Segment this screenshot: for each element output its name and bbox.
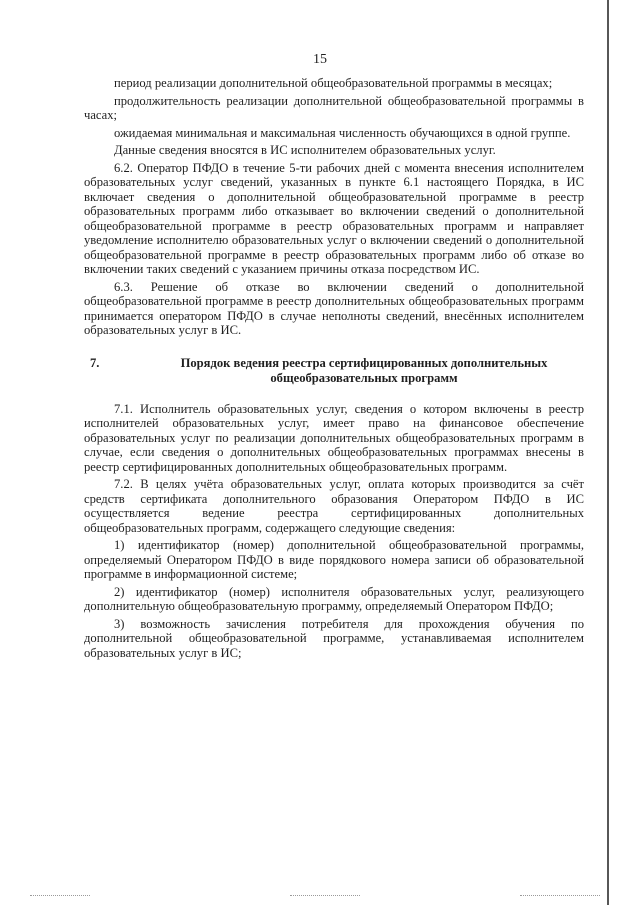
paragraph-7-1: 7.1. Исполнитель образовательных услуг, сведения о котором включены в реестр исполнителей образовательных услуг, имеет право на финансовое обеспечение образовательных услуг по реализации дополнительных общеобразовательных программ в случае, если сведения о дополнительных общеобразовательных программах внесены в реестр сертифицированных дополнительных общеобразовательных программ. bbox=[84, 401, 584, 474]
page-number: 15 bbox=[313, 52, 327, 67]
paragraph-duration-hours: продолжительность реализации дополнительной общеобразовательной программы в часах; bbox=[84, 93, 584, 122]
list-item-3: 3) возможность зачисления потребителя для прохождения обучения по дополнительной общеобразовательной программе, устанавливаемая исполнителем образовательных услуг в ИС; bbox=[84, 616, 584, 660]
paragraph-group-size: ожидаемая минимальная и максимальная численность обучающихся в одной группе. bbox=[114, 125, 571, 140]
scan-mark-left bbox=[30, 895, 90, 897]
scan-mark-center bbox=[290, 895, 360, 897]
paragraph-6-3: 6.3. Решение об отказе во включении сведений о дополнительной общеобразовательной программе в реестр дополнительных общеобразовательных программ принимается оператором ПФДО в случае неполноты сведений, внесённых исполнителем образовательных услуг в ИС. bbox=[84, 279, 584, 337]
scan-bottom-marks bbox=[0, 892, 640, 902]
list-item-1: 1) идентификатор (номер) дополнительной общеобразовательной программы, определяемый Оператором ПФДО в виде порядкового номера записи об образовательной программе в информационной системе; bbox=[84, 538, 584, 581]
page-edge-line bbox=[607, 0, 609, 905]
section-7-heading bbox=[84, 356, 584, 386]
paragraph-7-2: 7.2. В целях учёта образовательных услуг, оплата которых производится за счёт средств сертификата дополнительного образования Оператором ПФДО в ИС осуществляется ведение реестра сертифицированных дополнительных общеобразовательных программ, содержащего следующие сведения: bbox=[84, 477, 584, 535]
paragraph-6-2: 6.2. Оператор ПФДО в течение 5-ти рабочих дней с момента внесения исполнителем образовательных услуг сведений, указанных в пункте 6.1 настоящего Порядка, в ИС включает сведения о дополнительной общеобразовательной программе в реестр образовательных программ либо отказывает во включении сведений о дополнительной общеобразовательной программе в реестр образовательных программ и направляет уведомление исполнителю образовательных услуг о включении сведений о дополнительной общеобразовательной программе в реестр образовательных программ либо об отказе во включении таких сведений с указанием причины отказа посредством ИС. bbox=[84, 160, 584, 276]
section-title: Порядок ведения реестра сертифицированных дополнительных общеобразовательных программ bbox=[180, 355, 548, 385]
paragraph-data-entry: Данные сведения вносятся в ИС исполнителем образовательных услуг. bbox=[114, 143, 496, 157]
document-body bbox=[84, 76, 584, 663]
paragraph-period-months: период реализации дополнительной общеобразовательной программы в месяцах; bbox=[114, 76, 553, 90]
list-item-2: 2) идентификатор (номер) исполнителя образовательных услуг, реализующего дополнительную общеобразовательную программу, определяемый Оператором ПФДО; bbox=[84, 584, 584, 613]
scan-mark-right bbox=[520, 895, 600, 897]
section-number: 7. bbox=[90, 355, 100, 370]
